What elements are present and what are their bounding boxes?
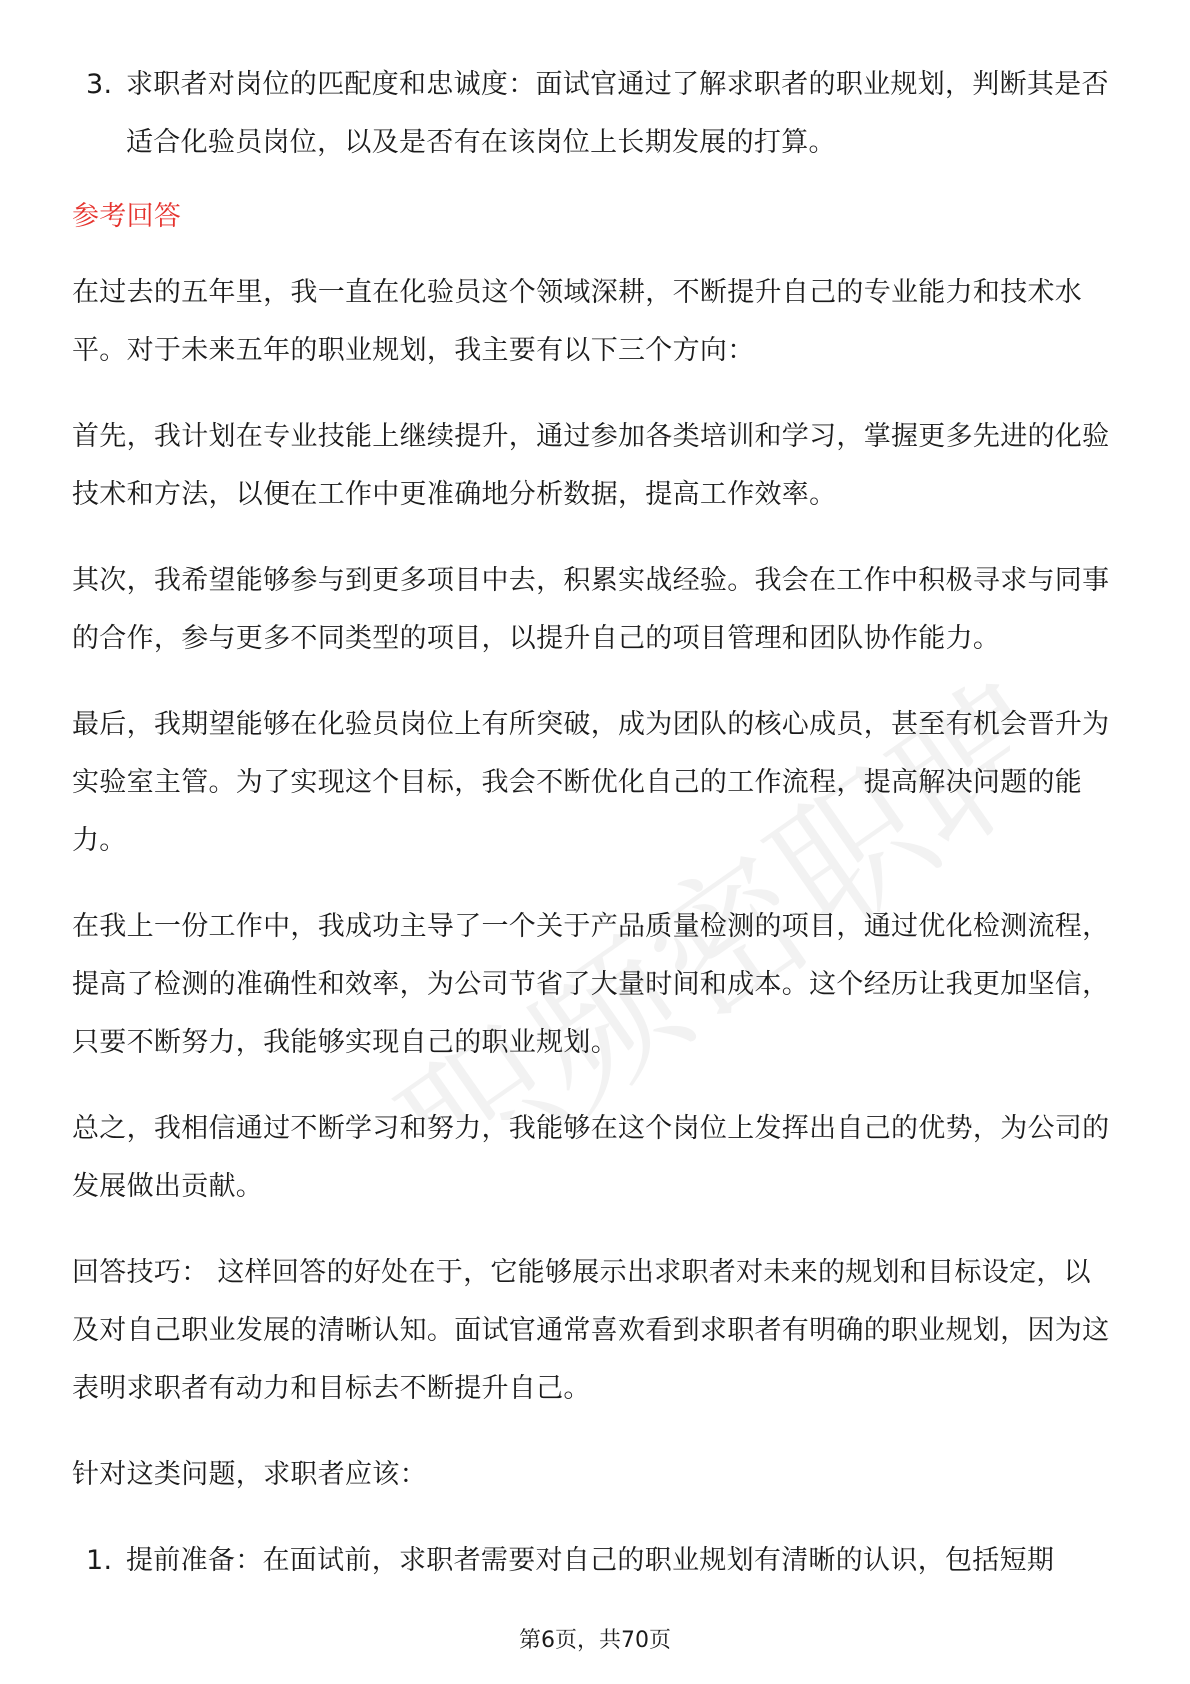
section-heading: 参考回答 [72, 201, 182, 232]
paragraph-advice-intro: 针对这类问题，求职者应该： [72, 1459, 427, 1490]
paragraph-last: 最后，我期望能够在化验员岗位上有所突破，成为团队的核心成员，甚至有机会晋升为实验室主管。为了实现这个目标，我会不断优化自己的工作流程，提高解决问题的能力。 [72, 709, 1110, 856]
paragraph-tips: 回答技巧： 这样回答的好处在于，它能够展示出求职者对未来的规划和目标设定，以及对自己职业发展的清晰认知。面试官通常喜欢看到求职者有明确的职业规划，因为这表明求职者有动力和目标去不断提升自己。 [72, 1257, 1110, 1404]
watermark-text: 职频密职聘 [373, 653, 1010, 1120]
list-item-1 [72, 1532, 1118, 1590]
document-body [72, 56, 1118, 1590]
paragraph-second: 其次，我希望能够参与到更多项目中去，积累实战经验。我会在工作中积极寻求与同事的合作，参与更多不同类型的项目，以提升自己的项目管理和团队协作能力。 [72, 565, 1110, 654]
paragraph-summary: 总之，我相信通过不断学习和努力，我能够在这个岗位上发挥出自己的优势，为公司的发展做出贡献。 [72, 1113, 1110, 1202]
paragraph-experience: 在我上一份工作中，我成功主导了一个关于产品质量检测的项目，通过优化检测流程，提高了检测的准确性和效率，为公司节省了大量时间和成本。这个经历让我更加坚信，只要不断努力，我能够实现自己的职业规划。 [72, 911, 1110, 1058]
paragraph-first: 首先，我计划在专业技能上继续提升，通过参加各类培训和学习，掌握更多先进的化验技术和方法，以便在工作中更准确地分析数据，提高工作效率。 [72, 421, 1110, 510]
list-item-3 [72, 56, 1118, 172]
list-number: 3. [86, 69, 113, 100]
paragraph-intro: 在过去的五年里，我一直在化验员这个领域深耕，不断提升自己的专业能力和技术水平。对于未来五年的职业规划，我主要有以下三个方向： [72, 277, 1083, 366]
page-footer: 第6页，共70页 [519, 1628, 671, 1653]
list-item-text: 求职者对岗位的匹配度和忠诚度：面试官通过了解求职者的职业规划，判断其是否适合化验员岗位，以及是否有在该岗位上长期发展的打算。 [126, 69, 1109, 158]
list-number: 1. [86, 1545, 113, 1576]
list-item-text: 提前准备：在面试前，求职者需要对自己的职业规划有清晰的认识，包括短期 [126, 1545, 1055, 1576]
